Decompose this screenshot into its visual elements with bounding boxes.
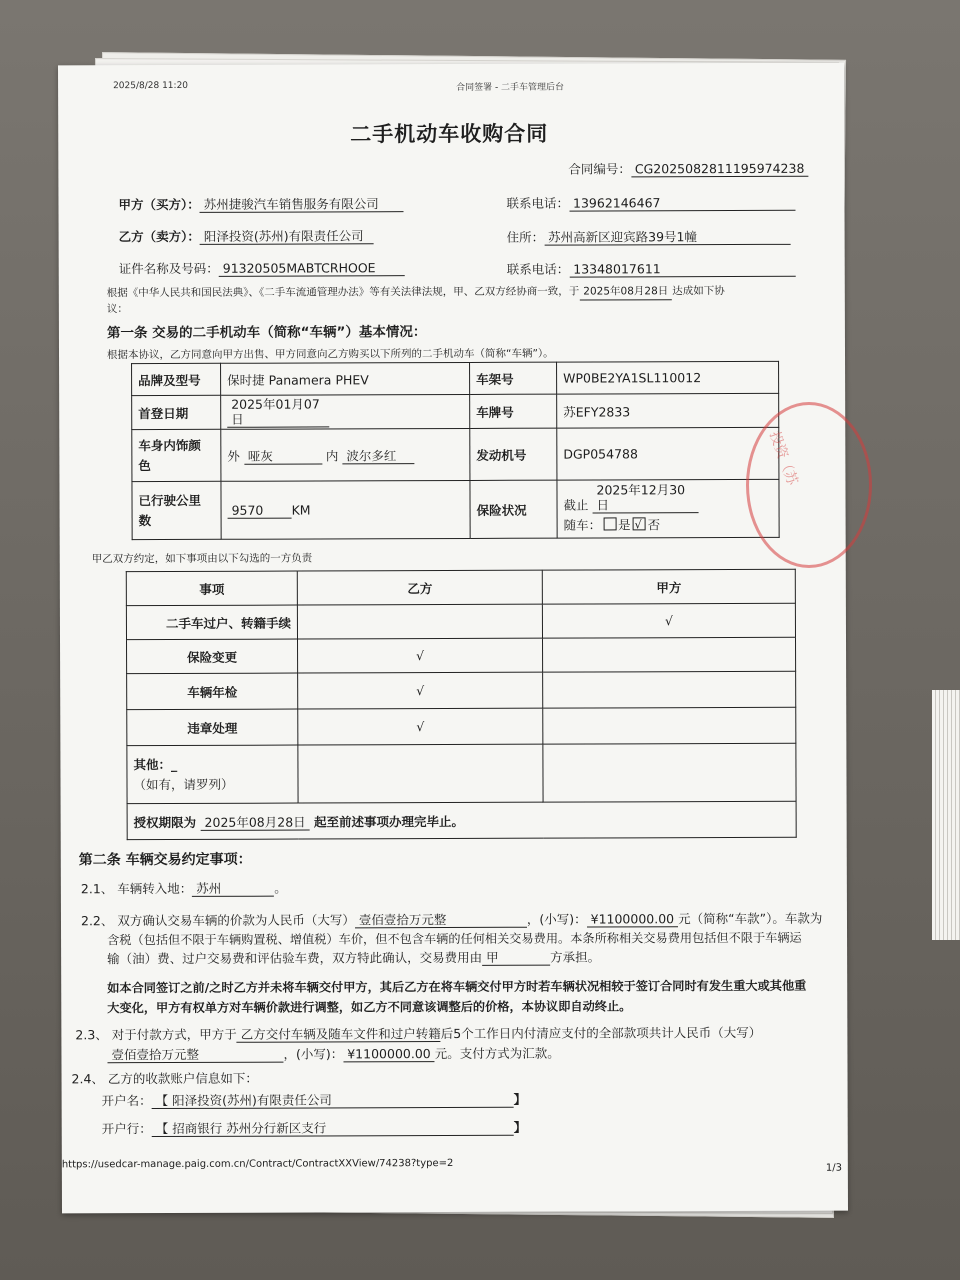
mileage-value: 9570 KM: [221, 480, 470, 539]
party-a-row: 甲方（买方）： 苏州捷骏汽车销售服务有限公司: [118, 194, 403, 213]
duties-intro: 甲乙双方约定，如下事项由以下勾选的一方负责: [91, 552, 313, 566]
print-site-title: 合同签署 - 二手车管理后台: [456, 82, 565, 93]
duty-row-a-check[interactable]: √: [542, 603, 795, 638]
contract-page: [58, 63, 848, 1214]
duties-table: [126, 569, 797, 840]
article2-title: 第二条 车辆交易约定事项：: [78, 851, 252, 869]
clause-2-2-line1: 2.2、 双方确认交易车辆的价款为人民币（大写） 壹佰壹拾万元整 ，(小写)： ¥1100000.00 元（简称“车款”）。车款为: [80, 910, 823, 929]
authorization-deadline: 授权期限为 2025年08月28日 起至前述事项办理完毕止。: [127, 801, 796, 839]
clause-2-3-line2: 壹佰壹拾万元整 ，(小写)： ¥1100000.00 元。支付方式为汇款。: [107, 1044, 559, 1064]
color-label: 车身内饰颜 色: [132, 429, 221, 481]
color-value: 外 哑灰 内 波尔多红: [221, 428, 470, 481]
duty-row-a-check[interactable]: [543, 637, 796, 672]
plate-value: 苏EFY2833: [557, 393, 779, 428]
duties-header-b: 乙方: [297, 570, 542, 605]
duty-row-item: 违章处理: [127, 709, 298, 746]
mileage-label: 已行驶公里 数: [132, 481, 221, 539]
brand-value: 保时捷 Panamera PHEV: [221, 362, 470, 395]
party-b-address: 住所： 苏州高新区迎宾路39号1幢: [507, 227, 791, 246]
article1-intro: 根据本协议，乙方同意向甲方出售、甲方同意向乙方购买以下所列的二手机动车（简称“车辆”）。: [106, 347, 554, 362]
clause-2-2-bold1: 如本合同签订之前/之时乙方并未将车辆交付甲方，其后乙方在将车辆交付甲方时若车辆状况相较于签订合同时有发生重大或其他重: [107, 978, 807, 996]
duty-row-b-check[interactable]: √: [298, 672, 543, 709]
vin-value: WP0BE2YA1SL110012: [557, 361, 779, 394]
duty-row-b-check[interactable]: √: [298, 638, 543, 673]
article1-title: 第一条 交易的二手机动车（简称“车辆”）基本情况：: [106, 324, 427, 342]
vehicle-info-table: [131, 361, 780, 540]
company-seal-text: 投资（苏: [765, 429, 801, 488]
duty-row-b-check[interactable]: √: [298, 708, 543, 745]
engine-label: 发动机号: [470, 428, 557, 480]
duty-row-a-check[interactable]: [543, 671, 796, 708]
contract-number: 合同编号： CG2025082811195974238: [568, 159, 808, 178]
insurance-label: 保险状况: [470, 480, 557, 538]
clause-2-2-line3: 输（油）费、过户交易费和评估验车费，双方特此确认，交易费用由 甲 方承担。: [107, 949, 601, 967]
reg-date-label: 首登日期: [132, 395, 221, 429]
company-seal-icon: [746, 402, 872, 568]
print-datetime: 2025/8/28 11:20: [113, 80, 189, 92]
duty-row-item: 二手车过户、转籍手续: [126, 605, 297, 640]
duty-other-b[interactable]: [298, 744, 543, 803]
preamble-line2: 议：: [106, 303, 128, 316]
vin-label: 车架号: [470, 362, 557, 394]
clause-2-4: 2.4、 乙方的收款账户信息如下：: [71, 1070, 258, 1087]
engine-value: DGP054788: [557, 427, 779, 480]
duties-header-a: 甲方: [542, 569, 795, 604]
clause-2-1: 2.1、 车辆转入地： 苏州 。: [80, 880, 287, 897]
brand-label: 品牌及型号: [132, 363, 221, 395]
duty-row-item: 保险变更: [127, 639, 298, 674]
contract-title: 二手机动车收购合同: [350, 121, 549, 147]
account-holder: 开户名： 【 阳泽投资(苏州)有限责任公司 】: [101, 1091, 527, 1109]
duty-row-a-check[interactable]: [543, 707, 796, 744]
insurance-value: 截止 2025年12月30日 随车： 是√ 否: [557, 479, 779, 538]
party-b-row: 乙方（卖方）： 阳泽投资(苏州)有限责任公司: [119, 226, 374, 245]
clause-2-2-bold2: 大变化，甲方有权单方对车辆价款进行调整，如乙方不同意该调整后的价格，本协议即自动终止。: [107, 999, 632, 1016]
duty-row-item: 车辆年检: [127, 673, 298, 710]
page-number: 1/3: [825, 1162, 842, 1174]
duty-other-cell: 其他：_ （如有，请罗列）: [127, 745, 298, 804]
party-b-phone: 联系电话： 13348017611: [507, 259, 796, 278]
side-paper-stack: [932, 690, 960, 940]
preamble-line1: 根据《中华人民共和国民法典》、《二手车流通管理办法》等有关法律法规，甲、乙双方经协商一致，于 2025年08月28日 达成如下协: [106, 285, 725, 300]
party-a-phone: 联系电话： 13962146467: [506, 193, 795, 212]
duties-header-item: 事项: [126, 571, 297, 606]
reg-date-cell: [221, 394, 470, 429]
party-b-id: 证件名称及号码： 91320505MABTCRHOOE: [119, 258, 405, 277]
footer-url[interactable]: https://usedcar-manage.paig.com.cn/Contract/ContractXXView/74238?type=2: [61, 1158, 454, 1171]
duty-row-b-check[interactable]: [297, 604, 542, 639]
insurance-yes-checkbox[interactable]: [603, 517, 616, 530]
plate-label: 车牌号: [470, 394, 557, 428]
account-bank: 开户行： 【 招商银行 苏州分行新区支行 】: [101, 1119, 527, 1137]
duty-other-a[interactable]: [543, 743, 796, 802]
clause-2-2-line2: 含税（包括但不限于车辆购置税、增值税）车价，但不包含车辆的任何相关交易费用。本条所称相关交易费用包括但不限于车辆运: [107, 930, 802, 948]
reg-date-value: 2025年01月07日: [227, 396, 329, 427]
clause-2-3-line1: 2.3、 对于付款方式，甲方于 乙方交付车辆及随车文件和过户转籍后5个工作日内付清应支付的全部款项共计人民币（大写）: [75, 1024, 762, 1043]
insurance-no-checkbox[interactable]: [633, 517, 646, 530]
